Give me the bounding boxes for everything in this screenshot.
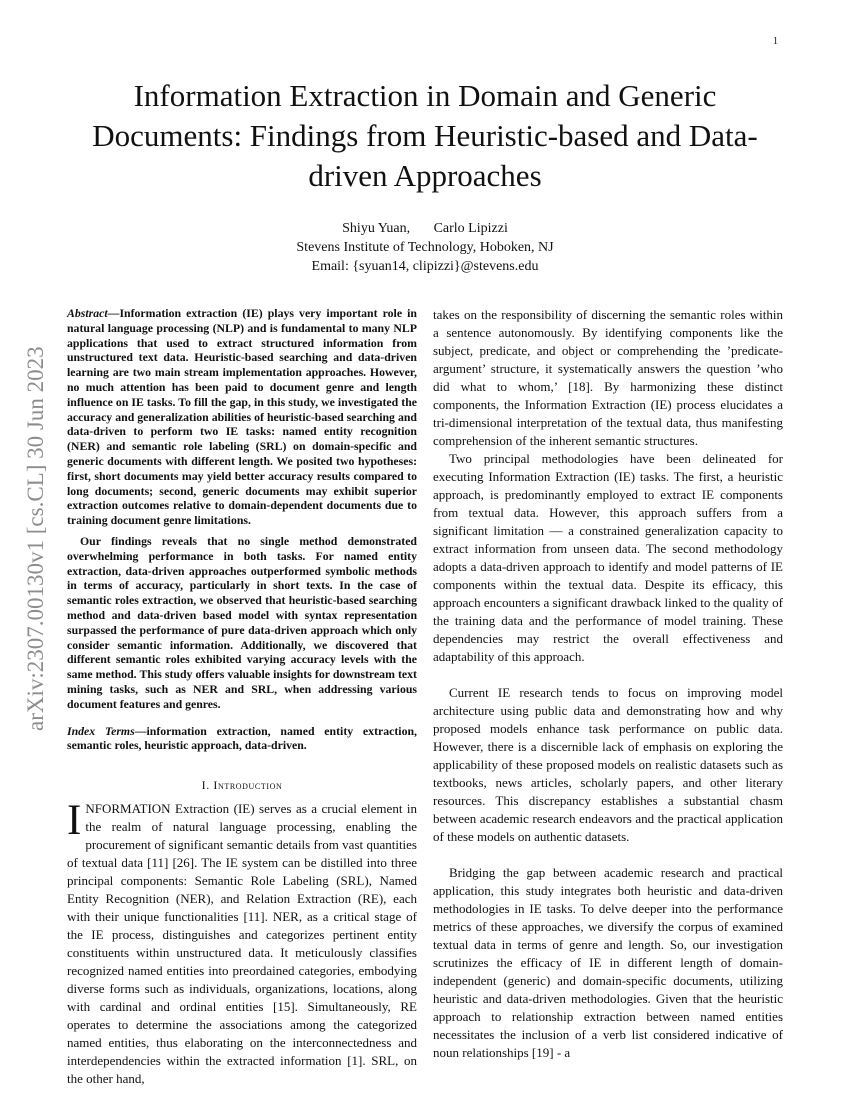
index-terms-text: —information extraction, named entity extraction, semantic roles, heuristic approach, data-driven. [67, 723, 417, 753]
introduction-text: Extraction (IE) serves as a crucial element in the realm of natural language processing, enabling the procurement of significant semantic details from vast quantities of textual data [11] [26]. The IE system can be distilled into three principal components: Semantic Role Labeling (SRL), Named Entity Recognition (NER), and Relation Extraction (RE), each with their unique functionalities [11]. NER, as a critical stage of the IE process, distinguishes and categorizes pertinent entity constituents within unstructured data. It meticulously classifies recognized named entities into preordained categories, embodying diverse forms such as individuals, organizations, locations, along with cardinal and ordinal entities [15]. Simultaneously, RE operates to determine the associations among the categorized named entities, thus elaborating on the interconnectedness and interdependencies within the extracted information [1]. SRL, on the other hand, [67, 801, 417, 1087]
abstract-paragraph [67, 306, 417, 528]
body-paragraph: Current IE research tends to focus on improving model architecture using public data and demonstrating how and why proposed models enhance task performance on public data. However, there is a discernible lack of emphasis on exploring the applicability of these proposed models on realistic datasets such as textbooks, news articles, scholarly papers, and other literary resources. This discrepancy establishes a substantial chasm between academic research endeavors and the practical application of these models on authentic datasets. [433, 685, 783, 844]
author-name: Carlo Lipizzi [433, 221, 508, 236]
index-terms-label: Index Terms [67, 723, 135, 738]
author-email: Email: {syuan14, clipizzi}@stevens.edu [311, 259, 539, 274]
section-heading-introduction: I. Introduction [201, 778, 283, 793]
right-column [433, 306, 783, 1062]
arxiv-identifier-stamp: arXiv:2307.00130v1 [cs.CL] 30 Jun 2023 [23, 346, 48, 731]
index-terms [67, 724, 417, 754]
author-list [67, 219, 783, 238]
abstract-label: Abstract [67, 306, 108, 320]
page-number: 1 [773, 36, 778, 47]
drop-cap: I [67, 797, 82, 845]
left-column [67, 306, 417, 1088]
abstract-text: —Information extraction (IE) plays very important role in natural language processing (NLP) and is fundamental to many NLP applications that used to extract structured information from unstructured text data. Heuristic-based searching and data-driven learning are two main stream implementation approaches. However, no much attention has been paid to document genre and length influence on IE tasks. To fill the gap, in this study, we investigated the accuracy and generalization abilities of heuristic-based searching and data-driven to perform two IE tasks: named entity recognition (NER) and semantic role labeling (SRL) on domain-specific and generic documents with different length. We posited two hypotheses: first, short documents may yield better accuracy results compared to long documents; second, generic documents may exhibit superior extraction outcomes relative to domain-dependent documents due to training document genre limitations. [67, 306, 417, 528]
introduction-paragraph [67, 797, 417, 1088]
author-affiliation: Stevens Institute of Technology, Hoboken, NJ [296, 240, 554, 255]
introduction-lead: NFORMATION [85, 801, 171, 817]
body-paragraph: Bridging the gap between academic research and practical application, this study integrates both heuristic and data-driven methodologies in IE tasks. To delve deeper into the performance metrics of these approaches, we diversify the corpus of examined textual data in terms of genre and length. So, our investigation scrutinizes the efficacy of IE in different length of domain-independent (generic) and domain-specific documents, utilizing heuristic and data-driven methodologies. Given that the heuristic approach to relationship extraction between named entities necessitates the inclusion of a verb list considered indicative of noun relationships [19] - a [433, 865, 783, 1060]
paper-header [67, 76, 783, 276]
author-name: Shiyu Yuan, [342, 221, 411, 236]
paper-title: Information Extraction in Domain and Generic Documents: Findings from Heuristic-based and Data-driven Approaches [92, 78, 758, 193]
abstract-paragraph: Our findings reveals that no single method demonstrated overwhelming performance in both tasks. For named entity extraction, data-driven approaches outperformed symbolic methods in terms of accuracy, particularly in short texts. In the case of semantic roles extraction, we observed that heuristic-based searching method and data-driven based model with syntax representation surpassed the performance of pure data-driven approach which only consider semantic information. Additionally, we discovered that different semantic roles exhibited varying accuracy levels with the same method. This study offers valuable insights for downstream text mining tasks, such as NER and SRL, when addressing various document features and genres. [67, 533, 417, 711]
body-paragraph: Two principal methodologies have been delineated for executing Information Extraction (IE) tasks. The first, a heuristic approach, is predominantly employed to extract IE components from textual data. However, this approach suffers from a significant limitation — a constrained generalization capacity to extract information from unseen data. The second methodology adopts a data-driven approach to identify and model patterns of IE components within the textual data. Despite its efficacy, this approach encounters a significant drawback linked to the quality of the training data and the performance of model training. These dependencies may restrict the overall effectiveness and adaptability of this approach. [433, 451, 783, 664]
body-paragraph: takes on the responsibility of discerning the semantic roles within a sentence autonomously. By identifying components like the subject, predicate, and object or comprehending the ’predicate-argument’ structure, it systematically answers the question ’who did what to whom,’ [18]. By harmonizing these distinct components, the Information Extraction (IE) process elucidates a tri-dimensional interpretation of the textual data, thus manifesting comprehension of the inherent semantic structures. [433, 307, 783, 448]
two-column-body [67, 306, 784, 1088]
